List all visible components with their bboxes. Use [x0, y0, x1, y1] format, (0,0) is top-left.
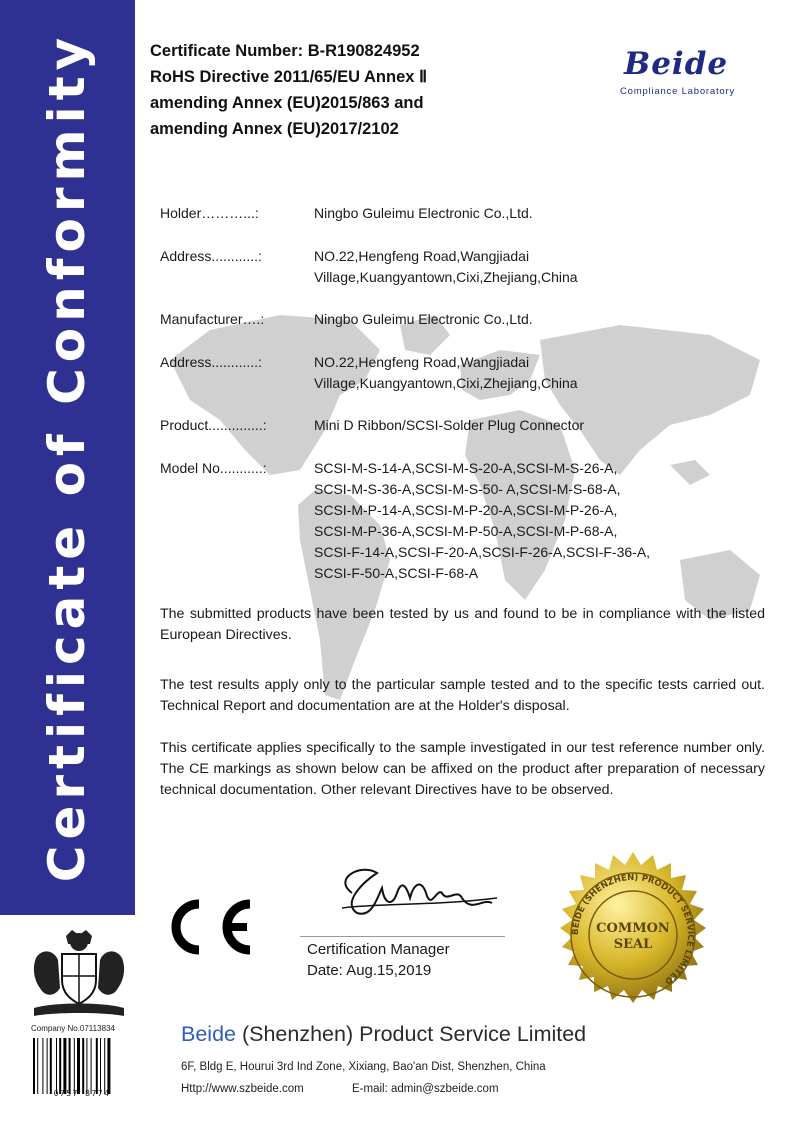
document-title: Certificate of Conformity [38, 31, 96, 883]
barcode-bar [50, 1038, 52, 1094]
signatory-title: Certification Manager [307, 941, 450, 958]
ce-mark-icon [157, 896, 257, 958]
beide-logo [614, 46, 764, 102]
barcode-bar [69, 1038, 71, 1094]
signature-line [300, 936, 505, 937]
product-label: Product..............: [160, 417, 267, 433]
compliance-paragraph: The submitted products have been tested by us and found to be in compliance with the listed European Directives. [160, 606, 765, 643]
certificate-scope-paragraph: This certificate applies specifically to the sample investigated in our test reference number only. The CE markings as shown below can be affixed on the product after preparation of necessary technical documentation. Other relevant Directives have to be observed. [160, 740, 765, 798]
company-website[interactable]: Http://www.szbeide.com [181, 1083, 304, 1095]
barcode-bar [96, 1038, 98, 1094]
seal-ring-text: BEIDE (SHENZHEN) PRODUCT SERVICE LIMITED [570, 872, 696, 986]
product-value: Mini D Ribbon/SCSI-Solder Plug Connector [314, 417, 585, 433]
common-seal-icon [548, 850, 718, 1020]
barcode-bar [59, 1038, 61, 1094]
logo-subtitle: Compliance Laboratory [620, 86, 736, 97]
certificate-number: Certificate Number: B-R190824952 [150, 42, 420, 60]
manufacturer-address-value: NO.22,Hengfeng Road,Wangjiadai Village,Kuangyantown,Cixi,Zhejiang,China [314, 354, 578, 391]
barcode-icon [33, 1038, 131, 1094]
logo-name: Beide [624, 46, 729, 82]
barcode-bar [42, 1038, 43, 1094]
company-name [181, 1022, 586, 1047]
barcode-bar [104, 1038, 105, 1094]
company-brand: Beide [181, 1022, 236, 1046]
barcode-bar [100, 1038, 101, 1094]
company-number: Company No.07113834 [31, 1024, 115, 1033]
seal-center-line-1: COMMON [596, 921, 670, 936]
barcode-bar [82, 1038, 84, 1094]
signature-block [307, 939, 450, 981]
barcode-digits: 0757 8774 [53, 1089, 111, 1098]
company-name-rest: (Shenzhen) Product Service Limited [236, 1022, 587, 1046]
certificate-header [150, 38, 590, 142]
holder-label: Holder………...: [160, 205, 259, 221]
barcode-bar [63, 1038, 66, 1094]
barcode-bar [91, 1038, 92, 1094]
barcode-bar [33, 1038, 35, 1094]
barcode-bar [107, 1038, 110, 1094]
holder-value: Ningbo Guleimu Electronic Co.,Ltd. [314, 205, 533, 221]
model-value: SCSI-M-S-14-A,SCSI-M-S-20-A,SCSI-M-S-26-A, SCSI-M-S-36-A,SCSI-M-S-50- A,SCSI-M-S-68-A, SCSI-M-P-14-A,SCSI-M-P-20-A,SCSI-M-P-26-A, SCSI-M-P-36-A,SCSI-M-P-50-A,SCSI-M-P-68-A, SCSI-F-14-A,SCSI-F-20-A,SCSI-F-26-A,SCSI-F-36-A, SCSI-F-50-A,SCSI-F-68-A [314, 460, 651, 581]
manufacturer-label: Manufacturer….: [160, 311, 265, 327]
seal-center-line-2: SEAL [613, 937, 653, 952]
company-address: 6F, Bldg E, Hourui 3rd Ind Zone, Xixiang, Bao'an Dist, Shenzhen, China [181, 1061, 546, 1073]
amendment-line-1: amending Annex (EU)2015/863 and [150, 94, 424, 112]
amendment-line-2: amending Annex (EU)2017/2102 [150, 120, 399, 138]
company-email[interactable]: E-mail: admin@szbeide.com [352, 1083, 499, 1095]
sidebar-band [0, 0, 135, 915]
test-results-paragraph: The test results apply only to the particular sample tested and to the specific tests carried out. Technical Report and documentation are at the Holder's disposal. [160, 677, 765, 714]
barcode-bar [37, 1038, 38, 1094]
barcode-bar [77, 1038, 80, 1094]
holder-address-value: NO.22,Hengfeng Road,Wangjiadai Village,Kuangyantown,Cixi,Zhejiang,China [314, 248, 578, 285]
model-label: Model No...........: [160, 460, 267, 476]
manufacturer-value: Ningbo Guleimu Electronic Co.,Ltd. [314, 311, 533, 327]
barcode-bar [56, 1038, 57, 1094]
barcode-bar [74, 1038, 75, 1094]
royal-coat-of-arms-icon [24, 928, 134, 1023]
holder-address-label: Address............: [160, 248, 262, 264]
manufacturer-address-label: Address............: [160, 354, 262, 370]
directive-line: RoHS Directive 2011/65/EU Annex Ⅱ [150, 68, 428, 86]
barcode-bar [47, 1038, 48, 1094]
signature-icon [322, 858, 502, 928]
signature-date: Date: Aug.15,2019 [307, 962, 432, 979]
barcode-bar [86, 1038, 87, 1094]
